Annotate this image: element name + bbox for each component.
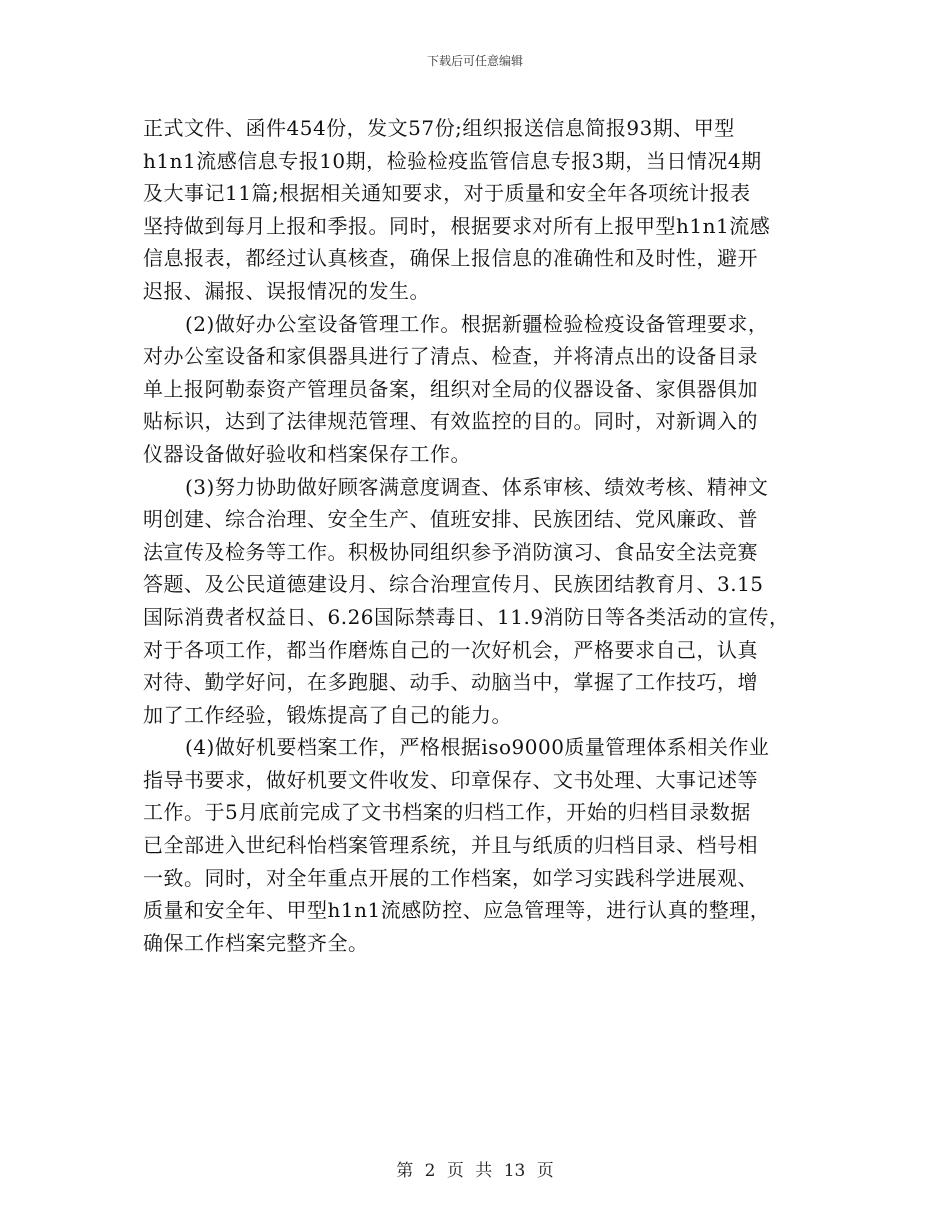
text-line: 对于各项工作，都当作磨炼自己的一次好机会，严格要求自己，认真 [143,637,758,662]
page-header: 下载后可任意编辑 [426,54,523,68]
text-line: 一致。同时，对全年重点开展的工作档案，如学习实践科学进展观、 [143,865,758,890]
paragraph-4 [143,731,823,959]
text-line: (4)做好机要档案工作，严格根据iso9000质量管理体系相关作业 [185,735,770,760]
text-line: (2)做好办公室设备管理工作。根据新疆检验检疫设备管理要求， [185,311,769,336]
text-line: 已全部进入世纪科怡档案管理系统，并且与纸质的归档目录、档号相 [143,833,758,858]
text-line: h1n1流感信息专报10期，检验检疫监管信息专报3期，当日情况4期 [143,148,762,173]
text-line: 工作。于5月底前完成了文书档案的归档工作，开始的归档目录数据 [143,800,751,825]
text-line: 及大事记11篇;根据相关通知要求，对于质量和安全年各项统计报表 [143,181,751,206]
document-body [143,112,823,959]
text-line: 质量和安全年、甲型h1n1流感防控、应急管理等，进行认真的整理， [143,898,771,923]
paragraph-2 [143,308,823,471]
text-line: 加了工作经验，锻炼提高了自己的能力。 [143,702,512,727]
paragraph-1 [143,112,823,308]
text-line: 明创建、综合治理、安全生产、值班安排、民族团结、党风廉政、普 [143,507,758,532]
text-line: 单上报阿勒泰资产管理员备案，组织对全局的仪器设备、家俱器俱加 [143,376,758,401]
text-line: (3)努力协助做好顾客满意度调查、体系审核、绩效考核、精神文 [185,474,769,499]
text-line: 迟报、漏报、误报情况的发生。 [143,278,430,303]
page-number-footer: 第 2 页 共 13 页 [396,1161,554,1181]
text-line: 对待、勤学好问，在多跑腿、动手、动脑当中，掌握了工作技巧，增 [143,670,758,695]
text-line: 坚持做到每月上报和季报。同时，根据要求对所有上报甲型h1n1流感 [143,213,771,238]
text-line: 确保工作档案完整齐全。 [143,930,369,955]
paragraph-3 [143,471,823,732]
text-line: 指导书要求，做好机要文件收发、印章保存、文书处理、大事记述等 [143,767,758,792]
text-line: 正式文件、函件454份，发文57份;组织报送信息简报93期、甲型 [143,116,735,140]
text-line: 对办公室设备和家俱器具进行了清点、检查，并将清点出的设备目录 [143,344,758,369]
text-line: 信息报表，都经过认真核查，确保上报信息的准确性和及时性，避开 [143,246,758,271]
text-line: 仪器设备做好验收和档案保存工作。 [143,441,471,466]
text-line: 答题、及公民道德建设月、综合治理宣传月、民族团结教育月、3.15 [143,572,764,597]
text-line: 法宣传及检务等工作。积极协同组织参予消防演习、食品安全法竞赛 [143,539,758,564]
text-line: 贴标识，达到了法律规范管理、有效监控的目的。同时，对新调入的 [143,409,758,434]
text-line: 国际消费者权益日、6.26国际禁毒日、11.9消防日等各类活动的宣传， [143,604,790,629]
